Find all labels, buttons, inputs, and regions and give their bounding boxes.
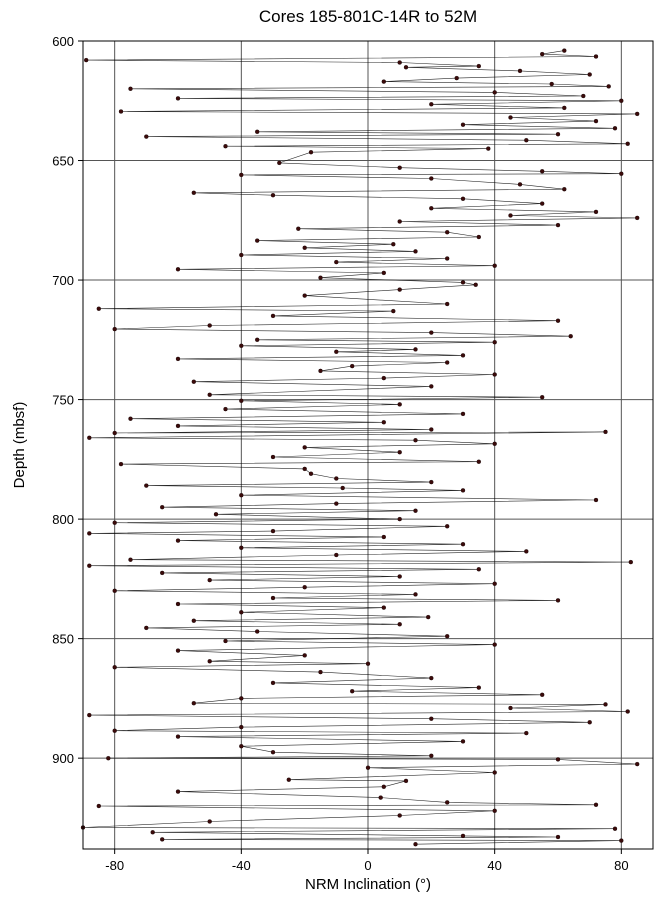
- data-point: [129, 87, 133, 91]
- data-point: [303, 246, 307, 250]
- data-point: [113, 589, 117, 593]
- data-point: [239, 744, 243, 748]
- data-point: [160, 505, 164, 509]
- data-point: [224, 407, 228, 411]
- data-point: [562, 106, 566, 110]
- data-point: [604, 702, 608, 706]
- data-point: [429, 480, 433, 484]
- y-tick-label: 650: [52, 153, 74, 169]
- data-point: [562, 49, 566, 53]
- data-point: [461, 280, 465, 284]
- data-point: [594, 498, 598, 502]
- data-points: [81, 49, 639, 847]
- data-point: [391, 309, 395, 313]
- data-point: [239, 253, 243, 257]
- data-point: [176, 790, 180, 794]
- data-point: [540, 169, 544, 173]
- chart-title: Cores 185-801C-14R to 52M: [258, 7, 478, 26]
- data-point: [277, 161, 281, 165]
- data-point: [613, 827, 617, 831]
- data-point: [341, 486, 345, 490]
- data-point: [426, 615, 430, 619]
- data-point: [445, 302, 449, 306]
- data-point: [160, 837, 164, 841]
- data-point: [493, 264, 497, 268]
- data-point: [509, 706, 513, 710]
- data-point: [477, 686, 481, 690]
- data-point: [414, 249, 418, 253]
- y-tick-label: 800: [52, 512, 74, 528]
- data-point: [87, 531, 91, 535]
- data-point: [540, 202, 544, 206]
- data-point: [271, 314, 275, 318]
- data-point: [255, 130, 259, 134]
- data-point: [176, 267, 180, 271]
- data-point: [493, 340, 497, 344]
- x-tick-label: -80: [105, 858, 125, 873]
- data-point: [429, 177, 433, 181]
- data-point: [192, 191, 196, 195]
- data-point: [540, 395, 544, 399]
- data-point: [588, 720, 592, 724]
- data-point: [414, 347, 418, 351]
- data-point: [255, 338, 259, 342]
- data-point: [350, 364, 354, 368]
- data-point: [509, 116, 513, 120]
- x-tick-label: 0: [364, 858, 372, 873]
- data-point: [271, 681, 275, 685]
- data-point: [635, 762, 639, 766]
- data-point: [461, 542, 465, 546]
- data-point: [404, 779, 408, 783]
- y-axis-ticks: [52, 34, 83, 766]
- data-point: [239, 173, 243, 177]
- data-point: [569, 334, 573, 338]
- data-point: [594, 119, 598, 123]
- data-point: [629, 560, 633, 564]
- data-point: [619, 172, 623, 176]
- x-tick-label: -40: [231, 858, 251, 873]
- data-point: [176, 602, 180, 606]
- data-point: [455, 76, 459, 80]
- data-point: [208, 820, 212, 824]
- data-point: [398, 402, 402, 406]
- data-point: [429, 102, 433, 106]
- data-point: [594, 55, 598, 59]
- data-point: [87, 564, 91, 568]
- grid-lines: [83, 41, 653, 849]
- data-point: [239, 725, 243, 729]
- data-point: [350, 689, 354, 693]
- data-point: [176, 649, 180, 653]
- data-point: [239, 696, 243, 700]
- data-point: [635, 112, 639, 116]
- data-point: [461, 412, 465, 416]
- data-point: [382, 80, 386, 84]
- data-point: [613, 126, 617, 130]
- data-point: [626, 710, 630, 714]
- data-point: [556, 757, 560, 761]
- data-point: [271, 596, 275, 600]
- data-point: [319, 670, 323, 674]
- y-tick-label: 700: [52, 273, 74, 289]
- data-point: [303, 294, 307, 298]
- data-point: [474, 283, 478, 287]
- data-point: [192, 701, 196, 705]
- data-point: [398, 575, 402, 579]
- data-point: [493, 643, 497, 647]
- data-point: [556, 319, 560, 323]
- data-point: [239, 344, 243, 348]
- data-point: [382, 271, 386, 275]
- y-tick-label: 850: [52, 631, 74, 647]
- data-point: [97, 307, 101, 311]
- data-point: [556, 132, 560, 136]
- data-point: [382, 535, 386, 539]
- data-point: [477, 460, 481, 464]
- data-point: [398, 220, 402, 224]
- data-point: [382, 606, 386, 610]
- data-point: [594, 210, 598, 214]
- data-point: [404, 65, 408, 69]
- data-point: [334, 553, 338, 557]
- data-point: [461, 197, 465, 201]
- data-point: [486, 147, 490, 151]
- data-point: [239, 399, 243, 403]
- data-point: [239, 546, 243, 550]
- data-point: [518, 182, 522, 186]
- inclination-trace-line: [83, 51, 637, 845]
- data-point: [562, 187, 566, 191]
- data-point: [524, 549, 528, 553]
- data-point: [509, 214, 513, 218]
- data-point: [581, 94, 585, 98]
- data-point: [334, 350, 338, 354]
- data-point: [255, 239, 259, 243]
- data-point: [192, 380, 196, 384]
- data-point: [414, 438, 418, 442]
- data-point: [113, 431, 117, 435]
- data-point: [445, 800, 449, 804]
- data-point: [144, 626, 148, 630]
- data-point: [398, 166, 402, 170]
- data-point: [224, 144, 228, 148]
- data-point: [540, 52, 544, 56]
- data-point: [113, 729, 117, 733]
- data-point: [160, 571, 164, 575]
- data-point: [271, 455, 275, 459]
- data-point: [303, 467, 307, 471]
- data-point: [271, 193, 275, 197]
- data-point: [445, 634, 449, 638]
- data-point: [366, 662, 370, 666]
- data-point: [556, 835, 560, 839]
- data-point: [208, 578, 212, 582]
- data-trace: [83, 51, 637, 845]
- data-point: [626, 142, 630, 146]
- y-tick-label: 600: [52, 34, 74, 49]
- data-point: [445, 257, 449, 261]
- data-point: [208, 393, 212, 397]
- data-point: [192, 619, 196, 623]
- x-tick-label: 80: [614, 858, 629, 873]
- data-point: [588, 73, 592, 77]
- data-point: [493, 90, 497, 94]
- x-axis-ticks: [105, 849, 628, 873]
- data-point: [144, 135, 148, 139]
- data-point: [461, 123, 465, 127]
- data-point: [524, 731, 528, 735]
- data-point: [176, 96, 180, 100]
- data-point: [398, 622, 402, 626]
- data-point: [334, 502, 338, 506]
- data-point: [524, 138, 528, 142]
- data-point: [129, 558, 133, 562]
- data-point: [296, 227, 300, 231]
- data-point: [607, 84, 611, 88]
- data-point: [129, 417, 133, 421]
- data-point: [493, 771, 497, 775]
- data-point: [119, 462, 123, 466]
- data-point: [239, 610, 243, 614]
- data-point: [635, 216, 639, 220]
- data-point: [271, 529, 275, 533]
- data-point: [429, 331, 433, 335]
- data-point: [119, 110, 123, 114]
- data-point: [309, 472, 313, 476]
- data-point: [366, 766, 370, 770]
- data-point: [87, 436, 91, 440]
- data-point: [97, 804, 101, 808]
- data-point: [556, 598, 560, 602]
- data-point: [398, 814, 402, 818]
- data-point: [477, 567, 481, 571]
- data-point: [398, 61, 402, 65]
- data-point: [176, 539, 180, 543]
- data-point: [224, 639, 228, 643]
- data-point: [493, 582, 497, 586]
- data-point: [414, 592, 418, 596]
- data-point: [176, 357, 180, 361]
- data-point: [334, 260, 338, 264]
- data-point: [382, 420, 386, 424]
- data-point: [493, 809, 497, 813]
- data-point: [461, 739, 465, 743]
- data-point: [208, 324, 212, 328]
- data-point: [493, 373, 497, 377]
- data-point: [594, 803, 598, 807]
- data-point: [334, 477, 338, 481]
- data-point: [445, 230, 449, 234]
- data-point: [604, 430, 608, 434]
- data-point: [414, 509, 418, 513]
- data-point: [429, 717, 433, 721]
- data-point: [271, 750, 275, 754]
- data-point: [540, 693, 544, 697]
- data-point: [429, 754, 433, 758]
- data-point: [477, 235, 481, 239]
- y-tick-label: 900: [52, 751, 74, 767]
- data-point: [429, 384, 433, 388]
- data-point: [303, 445, 307, 449]
- data-point: [429, 206, 433, 210]
- data-point: [113, 327, 117, 331]
- data-point: [106, 756, 110, 760]
- data-point: [87, 713, 91, 717]
- data-point: [113, 665, 117, 669]
- data-point: [550, 82, 554, 86]
- data-point: [477, 64, 481, 68]
- data-point: [255, 630, 259, 634]
- data-point: [493, 442, 497, 446]
- data-point: [414, 842, 418, 846]
- data-point: [391, 242, 395, 246]
- data-point: [398, 450, 402, 454]
- data-point: [379, 796, 383, 800]
- data-point: [461, 488, 465, 492]
- data-point: [382, 376, 386, 380]
- data-point: [619, 99, 623, 103]
- data-point: [214, 512, 218, 516]
- data-point: [144, 484, 148, 488]
- data-point: [303, 585, 307, 589]
- data-point: [556, 223, 560, 227]
- x-tick-label: 40: [487, 858, 502, 873]
- data-point: [429, 428, 433, 432]
- data-point: [287, 778, 291, 782]
- data-point: [429, 676, 433, 680]
- data-point: [461, 834, 465, 838]
- data-point: [151, 830, 155, 834]
- x-axis-label: NRM Inclination (°): [304, 876, 432, 893]
- data-point: [113, 521, 117, 525]
- y-axis-label: Depth (mbsf): [11, 401, 28, 489]
- data-point: [303, 653, 307, 657]
- data-point: [319, 276, 323, 280]
- data-point: [208, 659, 212, 663]
- data-point: [619, 839, 623, 843]
- data-point: [445, 361, 449, 365]
- data-point: [382, 785, 386, 789]
- data-point: [319, 369, 323, 373]
- data-point: [398, 288, 402, 292]
- data-point: [309, 150, 313, 154]
- data-point: [176, 735, 180, 739]
- data-point: [518, 69, 522, 73]
- data-point: [445, 524, 449, 528]
- data-point: [461, 353, 465, 357]
- data-point: [84, 58, 88, 62]
- y-tick-label: 750: [52, 392, 74, 408]
- data-point: [398, 517, 402, 521]
- data-point: [176, 424, 180, 428]
- data-point: [239, 493, 243, 497]
